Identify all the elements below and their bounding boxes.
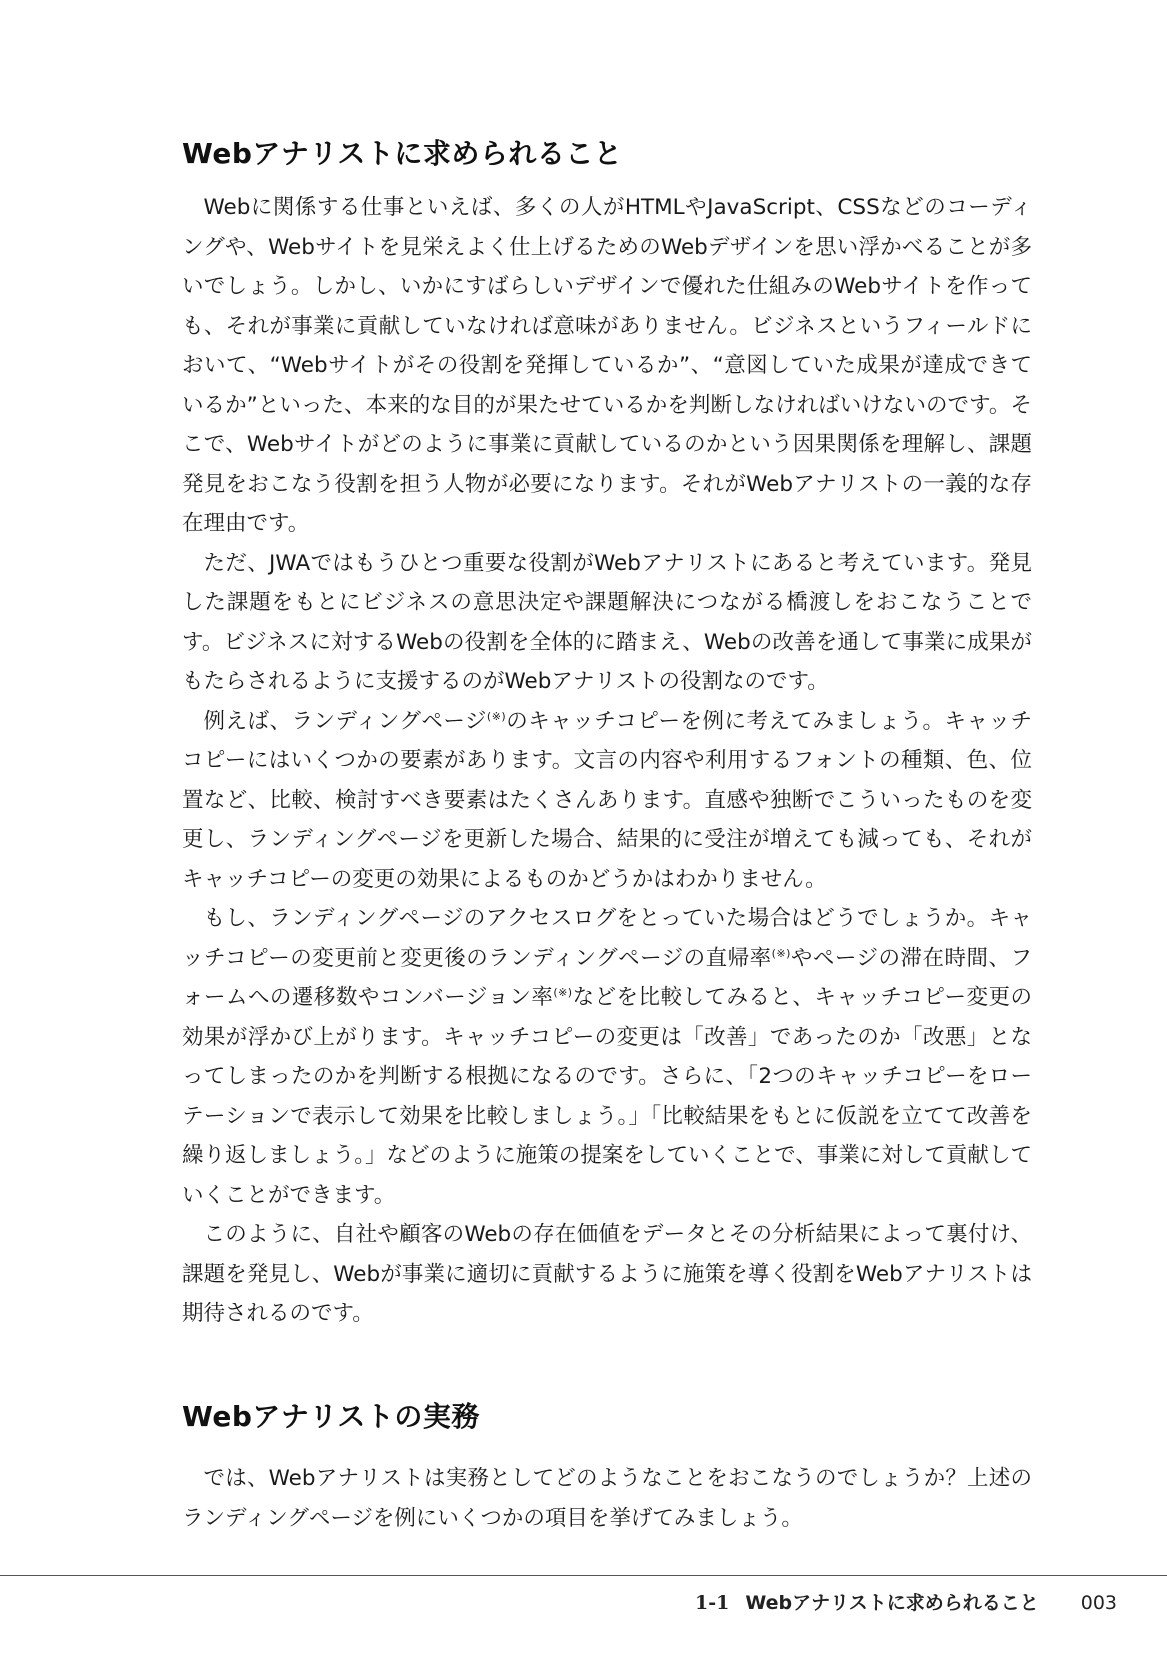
section-heading: Webアナリストに求められること [182,137,623,170]
footer-chapter-number: 1-1 [695,1592,730,1614]
paragraph-text: 例えば、ランディングページ [203,708,487,734]
footnote-mark: (※) [553,985,573,999]
paragraph-text: もし、ランディングページのアクセスログをとっていた場合はどうでしょうか。キャッチコピーの変更前と変更後のランディングページの直帰率 [182,906,1032,971]
footer-divider [0,1575,1167,1576]
paragraph: Webに関係する仕事といえば、多くの人がHTMLやJavaScript、CSSなどのコーディングや、Webサイトを見栄えよく仕上げるためのWebデザインを思い浮かべることが多いでしょう。しかし、いかにすばらしいデザインで優れた仕組みのWebサイトを作っても、それが事業に貢献していなければ意味がありません。ビジネスというフィールドにおいて、“Webサイトがその役割を発揮しているか”、“意図していた成果が達成できているか”といった、本来的な目的が果たせているかを判断しなければいけないのです。そこで、Webサイトがどのように事業に貢献しているのかという因果関係を理解し、課題発見をおこなう役割を担う人物が必要になります。それがWebアナリストの一義的な存在理由です。 [182,195,1032,536]
footer-chapter-title: Webアナリストに求められること [745,1592,1039,1614]
section-web-analyst-requirements [182,132,1032,1334]
section-heading: Webアナリストの実務 [182,1400,480,1433]
footnote-mark: (※) [771,946,791,960]
page-footer [695,1588,1117,1615]
paragraph-text: などを比較してみると、キャッチコピー変更の効果が浮かび上がります。キャッチコピーの変更は「改善」であったのか「改悪」となってしまったのかを判断する根拠になるのです。さらに、「2つのキャッチコピーをローテーションで表示して効果を比較しましょう。」「比較結果をもとに仮説を立てて改善を繰り返しましょう。」などのように施策の提案をしていくことで、事業に対して貢献していくことができます。 [182,985,1032,1208]
paragraph [182,899,1032,1215]
paragraph: では、Webアナリストは実務としてどのようなことをおこなうのでしょうか？上述のランディングページを例にいくつかの項目を挙げてみましょう。 [182,1466,1032,1531]
page-number: 003 [1080,1592,1117,1614]
paragraph: ただ、JWAではもうひとつ重要な役割がWebアナリストにあると考えています。発見した課題をもとにビジネスの意思決定や課題解決につながる橋渡しをおこなうことです。ビジネスに対するWebの役割を全体的に踏まえ、Webの改善を通して事業に成果がもたらされるように支援するのがWebアナリストの役割なのです。 [182,550,1032,694]
paragraph: このように、自社や顧客のWebの存在価値をデータとその分析結果によって裏付け、課題を発見し、Webが事業に適切に貢献するように施策を導く役割をWebアナリストは期待されるのです。 [182,1222,1032,1326]
paragraph [182,702,1032,900]
section-web-analyst-practice [182,1395,1032,1538]
paragraph-text: のキャッチコピーを例に考えてみましょう。キャッチコピーにはいくつかの要素があります。文言の内容や利用するフォントの種類、色、位置など、比較、検討すべき要素はたくさんあります。直感や独断でこういったものを変更し、ランディングページを更新した場合、結果的に受注が増えても減っても、それがキャッチコピーの変更の効果によるものかどうかはわかりません。 [182,708,1032,892]
paragraph-text: やページの滞在時間、フォームへの遷移数やコンバージョン率 [182,945,1032,1010]
footnote-mark: (※) [486,709,506,723]
